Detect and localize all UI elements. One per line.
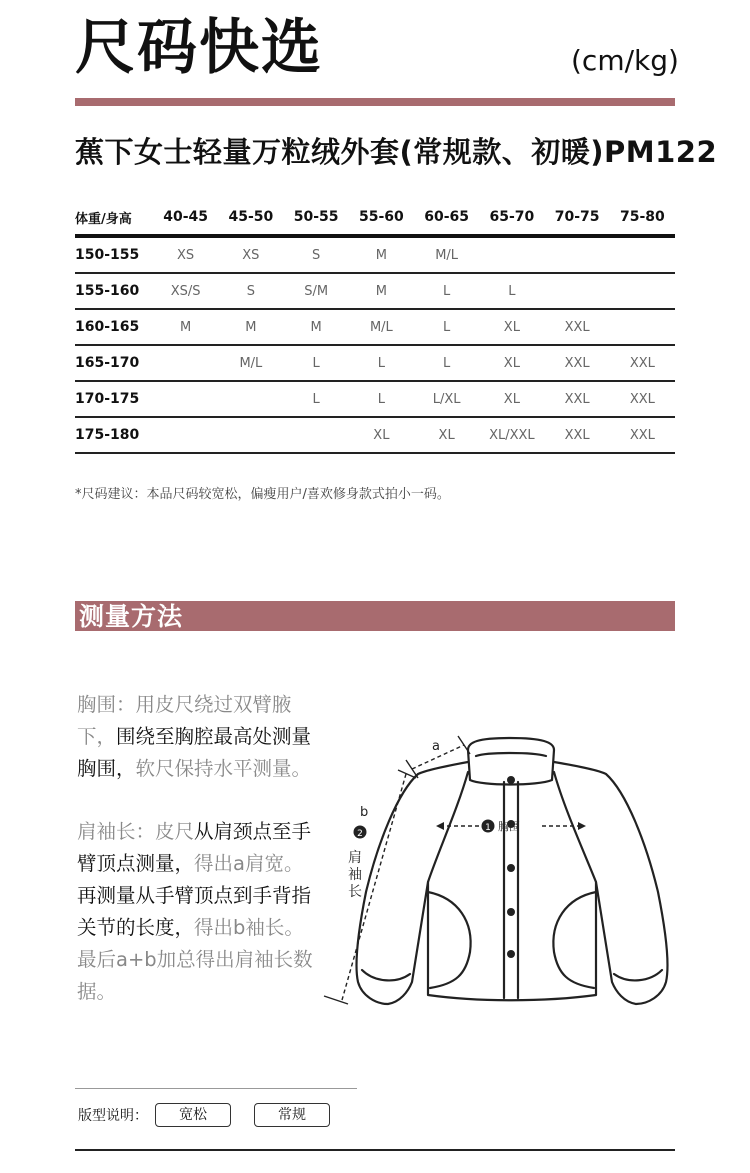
col-header: 75-80	[619, 209, 665, 225]
sleeve-char: 袖	[348, 867, 362, 883]
size-cell	[545, 236, 610, 273]
size-cell: XS	[218, 236, 283, 273]
bottom-divider	[75, 1149, 675, 1151]
size-cell: L	[284, 345, 349, 381]
chest-description	[77, 689, 335, 785]
size-cell: L	[414, 309, 479, 345]
size-cell: XL	[479, 309, 544, 345]
size-cell	[545, 273, 610, 309]
row-header: 155-160	[75, 273, 153, 309]
chest-text: 围绕至胸腔最高处测量	[116, 725, 312, 748]
col-header: 60-65	[424, 209, 470, 225]
sleeve-text: 最后a+b加总得出肩袖长数	[77, 948, 313, 971]
sleeve-text: 关节的长度，	[77, 916, 195, 939]
size-cell	[610, 236, 675, 273]
sleeve-text: 得出b袖长。	[194, 916, 304, 939]
size-cell: L	[349, 345, 414, 381]
size-cell	[610, 309, 675, 345]
sleeve-text: 据。	[77, 980, 117, 1003]
size-table	[75, 200, 675, 454]
size-cell: L/XL	[414, 381, 479, 417]
size-cell	[284, 417, 349, 453]
size-cell: S	[218, 273, 283, 309]
sleeve-char: 长	[348, 884, 362, 900]
fit-option-loose[interactable]: 宽松	[155, 1103, 231, 1127]
size-cell: M	[153, 309, 218, 345]
fit-divider	[75, 1088, 357, 1089]
col-header: 65-70	[489, 209, 535, 225]
size-cell: XL	[349, 417, 414, 453]
size-cell	[479, 236, 544, 273]
size-cell: XXL	[545, 417, 610, 453]
size-note: *尺码建议：本品尺码较宽松，偏瘦用户/喜欢修身款式拍小一码。	[75, 487, 450, 502]
size-cell: S/M	[284, 273, 349, 309]
sleeve-description	[77, 816, 335, 1008]
sleeve-text: 皮尺	[155, 820, 195, 843]
title-divider	[75, 98, 675, 106]
size-cell	[218, 381, 283, 417]
size-cell	[153, 417, 218, 453]
unit-label: (cm/kg)	[571, 44, 679, 77]
jacket-diagram	[318, 712, 678, 1022]
sleeve-text-label	[348, 850, 362, 900]
size-cell: XL	[479, 345, 544, 381]
size-cell: L	[349, 381, 414, 417]
size-cell: XXL	[545, 345, 610, 381]
row-header: 160-165	[75, 309, 153, 345]
size-cell: XL	[479, 381, 544, 417]
size-cell: M/L	[349, 309, 414, 345]
table-row	[75, 417, 675, 453]
chest-text: 胸围，	[77, 757, 136, 780]
fit-label: 版型说明：	[78, 1108, 148, 1124]
sleeve-number: 2	[357, 829, 363, 839]
size-cell	[153, 381, 218, 417]
size-cell: L	[414, 345, 479, 381]
size-cell: M	[218, 309, 283, 345]
col-header: 40-45	[163, 209, 209, 225]
table-row	[75, 236, 675, 273]
row-header: 175-180	[75, 417, 153, 453]
chest-text: 下，	[77, 725, 117, 748]
fit-option-regular[interactable]: 常规	[254, 1103, 330, 1127]
page-title: 尺码快选	[75, 13, 323, 83]
size-cell: M/L	[218, 345, 283, 381]
sleeve-text: 从肩颈点至手	[194, 820, 312, 843]
row-header: 170-175	[75, 381, 153, 417]
size-cell	[153, 345, 218, 381]
size-cell: XL/XXL	[479, 417, 544, 453]
size-cell	[218, 417, 283, 453]
col-header: 45-50	[228, 209, 274, 225]
table-row	[75, 381, 675, 417]
snap-buttons	[507, 776, 515, 958]
size-cell: L	[479, 273, 544, 309]
size-cell: XXL	[545, 309, 610, 345]
size-table-header	[75, 200, 675, 236]
size-cell: XS/S	[153, 273, 218, 309]
size-cell: M	[349, 273, 414, 309]
sleeve-char: 肩	[348, 850, 362, 866]
sleeve-label: 肩袖长：	[77, 820, 156, 843]
size-cell: XXL	[610, 381, 675, 417]
table-row	[75, 345, 675, 381]
table-row	[75, 273, 675, 309]
size-cell: L	[414, 273, 479, 309]
chest-text: 用皮尺绕过双臂腋	[135, 693, 292, 716]
chest-label: 胸围：	[77, 693, 136, 716]
sleeve-measure	[324, 770, 416, 1004]
label-b: b	[360, 805, 369, 820]
corner-header: 体重/身高	[75, 211, 132, 227]
label-a: a	[432, 739, 440, 754]
size-cell: S	[284, 236, 349, 273]
chest-text: 软尺保持水平测量。	[135, 757, 312, 780]
size-cell	[610, 273, 675, 309]
size-cell: M/L	[414, 236, 479, 273]
col-header: 50-55	[293, 209, 339, 225]
table-row	[75, 309, 675, 345]
chest-number: 1	[485, 823, 491, 833]
size-cell: L	[284, 381, 349, 417]
size-cell: XL	[414, 417, 479, 453]
col-header: 55-60	[358, 209, 404, 225]
sleeve-text: 得出a肩宽。	[194, 852, 304, 875]
product-title: 蕉下女士轻量万粒绒外套(常规款、初暖)PM122	[75, 135, 718, 169]
size-cell: M	[284, 309, 349, 345]
col-header: 70-75	[554, 209, 600, 225]
sleeve-text: 再测量从手臂顶点到手背指	[77, 884, 312, 907]
chest-text: 胸围	[498, 820, 520, 833]
size-cell: XS	[153, 236, 218, 273]
section-title: 测量方法	[79, 602, 184, 631]
sleeve-text: 臂顶点测量，	[77, 852, 195, 875]
size-cell: XXL	[610, 345, 675, 381]
size-cell: XXL	[545, 381, 610, 417]
row-header: 165-170	[75, 345, 153, 381]
row-header: 150-155	[75, 236, 153, 273]
size-cell: M	[349, 236, 414, 273]
size-cell: XXL	[610, 417, 675, 453]
